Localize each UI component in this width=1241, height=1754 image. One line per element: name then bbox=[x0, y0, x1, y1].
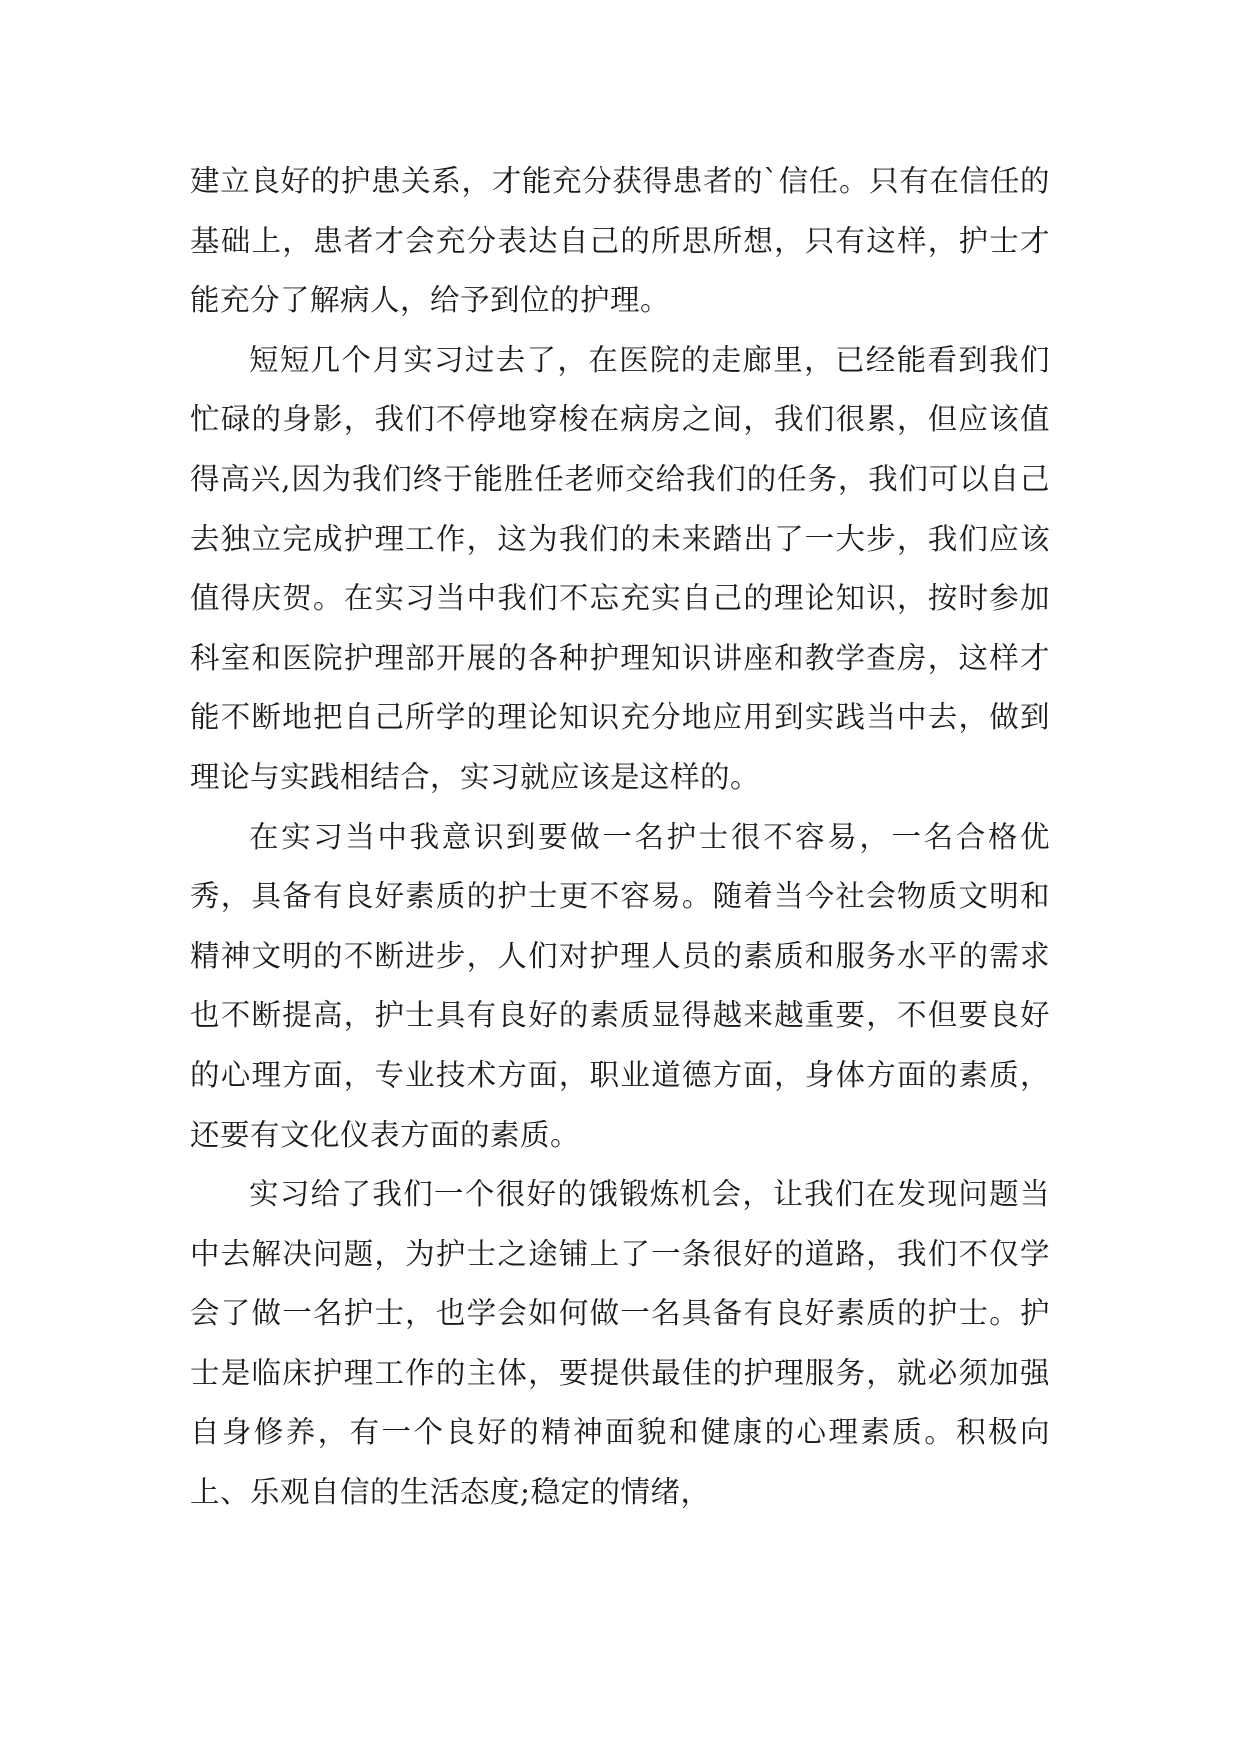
paragraph-4: 实习给了我们一个很好的饿锻炼机会，让我们在发现问题当中去解决问题，为护士之途铺上了一条很好的道路，我们不仅学会了做一名护士，也学会如何做一名具备有良好素质的护士。护士是临床护理工作的主体，要提供最佳的护理服务，就必须加强自身修养，有一个良好的精神面貌和健康的心理素质。积极向上、乐观自信的生活态度;稳定的情绪， bbox=[190, 1177, 1050, 1510]
document-body bbox=[190, 152, 1050, 1523]
paragraph-3: 在实习当中我意识到要做一名护士很不容易，一名合格优秀，具备有良好素质的护士更不容易。随着当今社会物质文明和精神文明的不断进步，人们对护理人员的素质和服务水平的需求也不断提高，护士具有良好的素质显得越来越重要，不但要良好的心理方面，专业技术方面，职业道德方面，身体方面的素质，还要有文化仪表方面的素质。 bbox=[190, 819, 1050, 1152]
paragraph-1: 建立良好的护患关系，才能充分获得患者的`信任。只有在信任的基础上，患者才会充分表达自己的所思所想，只有这样，护士才能充分了解病人，给予到位的护理。 bbox=[190, 164, 1050, 318]
paragraph-2: 短短几个月实习过去了，在医院的走廊里，已经能看到我们忙碌的身影，我们不停地穿梭在病房之间，我们很累，但应该值得高兴,因为我们终于能胜任老师交给我们的任务，我们可以自己去独立完成护理工作，这为我们的未来踏出了一大步，我们应该值得庆贺。在实习当中我们不忘充实自己的理论知识，按时参加科室和医院护理部开展的各种护理知识讲座和教学查房，这样才能不断地把自己所学的理论知识充分地应用到实践当中去，做到理论与实践相结合，实习就应该是这样的。 bbox=[190, 342, 1050, 794]
